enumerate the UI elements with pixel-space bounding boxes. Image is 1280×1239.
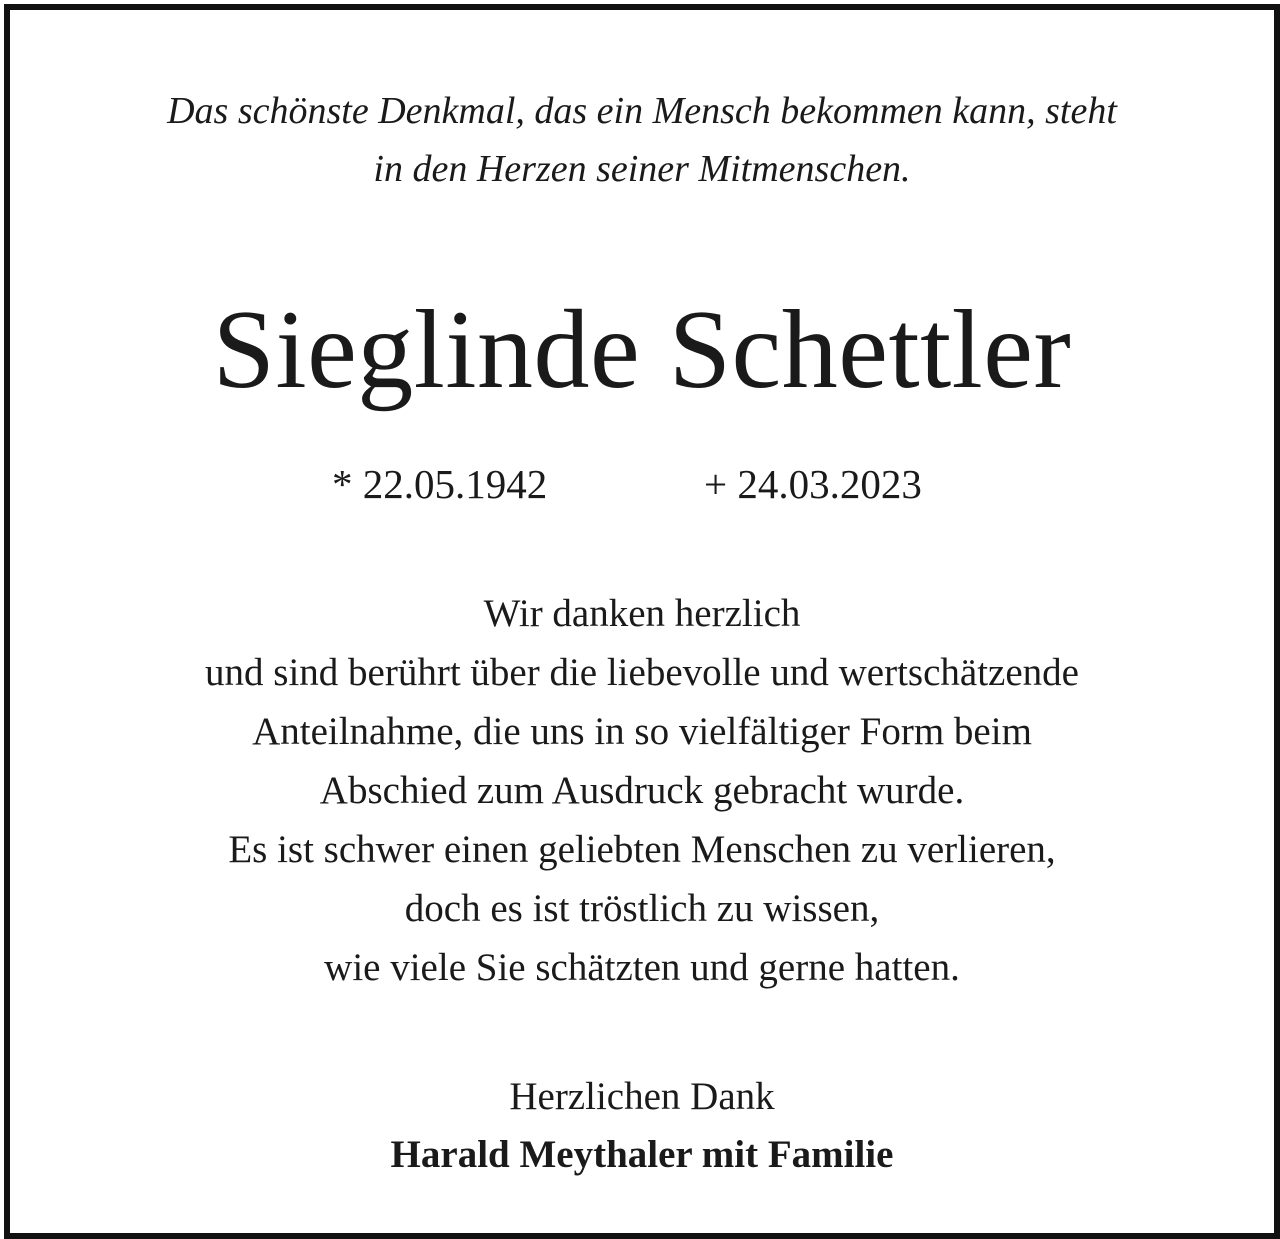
memorial-quote (10, 82, 1274, 198)
quote-line-1: Das schönste Denkmal, das ein Mensch bekommen kann, steht (167, 90, 1117, 132)
message-line: Abschied zum Ausdruck gebracht wurde. (319, 769, 965, 812)
deceased-name: Sieglinde Schettler (212, 288, 1072, 412)
message-line: Anteilnahme, die uns in so vielfältiger Form beim (252, 710, 1032, 753)
obituary-card (4, 4, 1280, 1239)
life-dates (10, 454, 1274, 514)
message-line: Es ist schwer einen geliebten Menschen zu verlieren, (228, 828, 1056, 871)
message-line: wie viele Sie schätzten und gerne hatten. (324, 946, 960, 989)
signature: Harald Meythaler mit Familie (390, 1133, 894, 1176)
closing-thanks: Herzlichen Dank (509, 1075, 775, 1118)
message-line: doch es ist tröstlich zu wissen, (404, 887, 880, 930)
quote-line-2: in den Herzen seiner Mitmenschen. (373, 148, 911, 190)
message-line: und sind berührt über die liebevolle und wertschätzende (205, 651, 1079, 694)
thank-you-message (10, 584, 1274, 997)
birth-date: * 22.05.1942 (332, 461, 548, 507)
message-line: Wir danken herzlich (483, 592, 801, 635)
closing-block (10, 1068, 1274, 1184)
death-date: + 24.03.2023 (704, 461, 922, 507)
